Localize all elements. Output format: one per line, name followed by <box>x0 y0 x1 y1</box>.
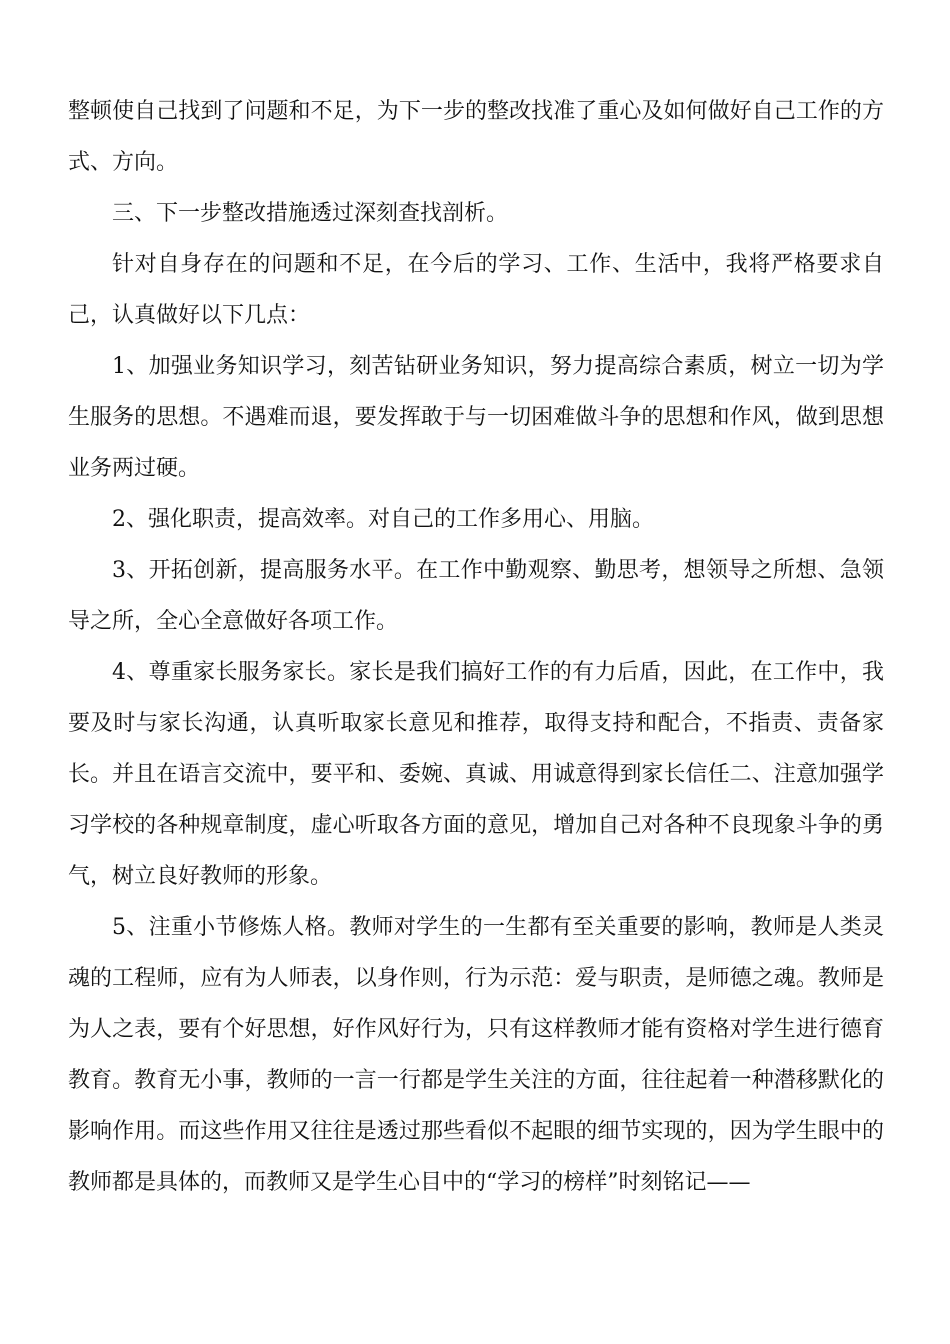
paragraph-intro: 针对自身存在的问题和不足，在今后的学习、工作、生活中，我将严格要求自己，认真做好以下几点： <box>68 252 884 328</box>
list-item-1: 1、加强业务知识学习，刻苦钻研业务知识，努力提高综合素质，树立一切为学生服务的思想。不遇难而退，要发挥敢于与一切困难做斗争的思想和作风，做到思想业务两过硬。 <box>68 354 884 481</box>
list-item-5: 5、注重小节修炼人格。教师对学生的一生都有至关重要的影响，教师是人类灵魂的工程师，应有为人师表，以身作则，行为示范：爱与职责，是师德之魂。教师是为人之表，要有个好思想，好作风好行为，只有这样教师才能有资格对学生进行德育教育。教育无小事，教师的一言一行都是学生关注的方面，往往起着一种潜移默化的影响作用。而这些作用又往往是透过那些看似不起眼的细节实现的，因为学生眼中的教师都是具体的，而教师又是学生心目中的“学习的榜样”时刻铭记—— <box>68 915 884 1195</box>
section-heading-next-steps: 三、下一步整改措施透过深刻查找剖析。 <box>112 201 509 226</box>
list-item-3: 3、开拓创新，提高服务水平。在工作中勤观察、勤思考，想领导之所想、急领导之所，全心全意做好各项工作。 <box>68 558 884 634</box>
list-item-2: 2、强化职责，提高效率。对自己的工作多用心、用脑。 <box>112 507 654 532</box>
paragraph-continuation: 整顿使自己找到了问题和不足，为下一步的整改找准了重心及如何做好自己工作的方式、方向。 <box>68 99 884 175</box>
document-body <box>68 86 884 1208</box>
list-item-4: 4、尊重家长服务家长。家长是我们搞好工作的有力后盾，因此，在工作中，我要及时与家长沟通，认真听取家长意见和推荐，取得支持和配合，不指责、责备家长。并且在语言交流中，要平和、委婉、真诚、用诚意得到家长信任二、注意加强学习学校的各种规章制度，虚心听取各方面的意见，增加自己对各种不良现象斗争的勇气，树立良好教师的形象。 <box>68 660 884 889</box>
